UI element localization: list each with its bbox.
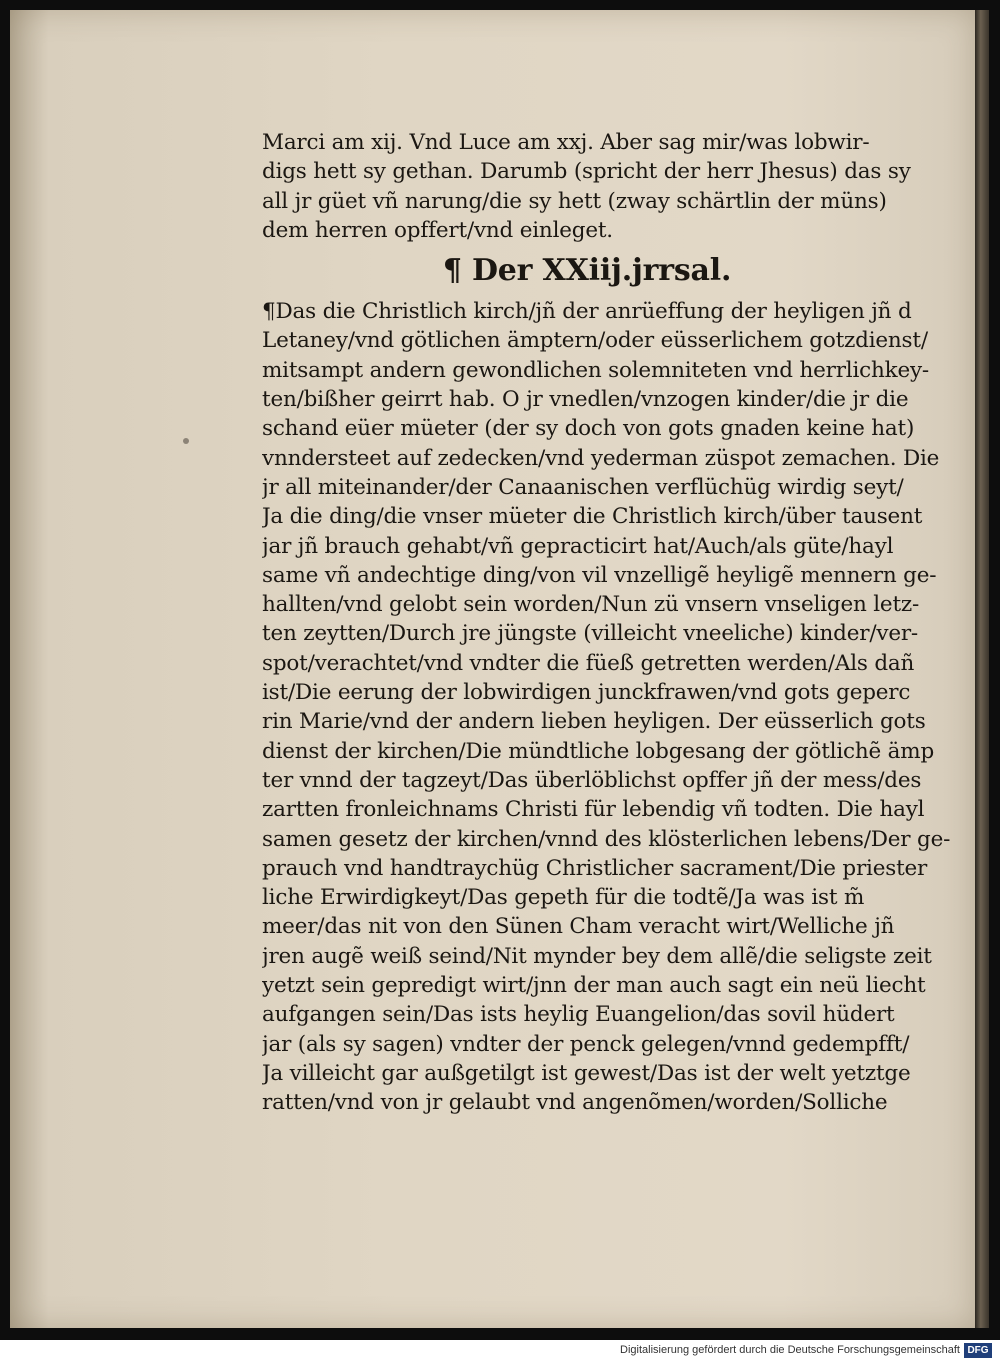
text-line: all jr güet vñ narung/die sy hett (zway schärtlin der müns) [262, 188, 887, 214]
text-line: yetzt sein gepredigt wirt/jnn der man auch sagt ein neü liecht [262, 973, 926, 999]
text-line: ter vnnd der tagzeyt/Das überlöblichst opffer jñ der mess/des [262, 767, 922, 793]
text-line: zartten fronleichnams Christi für lebendig vñ todten. Die hayl [262, 797, 925, 823]
text-line: schand eüer müeter (der sy doch von gots gnaden keine hat) [262, 416, 915, 442]
text-line: prauch vnd handtraychüg Christlicher sacrament/Die priester [262, 855, 928, 881]
chapter-heading [262, 245, 962, 297]
text-line: vnndersteet auf zedecken/vnd yederman züspot zemachen. Die [262, 445, 940, 471]
text-block [262, 128, 962, 1118]
margin-spot [183, 438, 189, 444]
text-line: Ja die ding/die vnser müeter die Christlich kirch/über tausent [262, 504, 923, 530]
text-line: dem herren opffert/vnd einleget. [262, 217, 613, 243]
footer-bar [0, 1340, 1000, 1362]
text-line [262, 297, 962, 326]
text-line: hallten/vnd gelobt sein worden/Nun zü vnsern vnseligen letz- [262, 592, 920, 618]
text-line: same vñ andechtige ding/von vil vnzelligẽ heyligẽ mennern ge- [262, 562, 937, 588]
text-line: ten/bißher geirrt hab. O jr vnedlen/vnzogen kinder/die jr die [262, 387, 909, 413]
text-line: jren augẽ weiß seind/Nit mynder bey dem allẽ/die seligste zeit [262, 943, 932, 969]
text-line: aufgangen sein/Das ists heylig Euangelion/das sovil hüdert [262, 1002, 895, 1028]
text-line: ten zeytten/Durch jre jüngste (villeicht vneeliche) kinder/ver- [262, 621, 918, 647]
dfg-logo-icon: DFG [964, 1343, 992, 1358]
chapter-heading-text: Der XXiij.jrrsal. [471, 253, 732, 289]
text-line: Marci am xij. Vnd Luce am xxj. Aber sag mir/was lobwir- [262, 130, 870, 155]
footer-credit: Digitalisierung gefördert durch die Deutsche Forschungsgemeinschaft [620, 1344, 960, 1356]
text-line: rin Marie/vnd der andern lieben heyligen. Der eüsserlich gots [262, 709, 926, 735]
pilcrow-mark: ¶ [262, 299, 276, 325]
text-line: dienst der kirchen/Die mündtliche lobgesang der götlichẽ ämp [262, 738, 935, 764]
text-line: jar jñ brauch gehabt/vñ gepracticirt hat/Auch/als güte/hayl [262, 533, 894, 559]
pilcrow-mark: ¶ [442, 253, 462, 289]
text-line: jar (als sy sagen) vndter der penck gelegen/vnnd gedempfft/ [262, 1031, 910, 1057]
text-line: meer/das nit von den Sünen Cham veracht wirt/Welliche jñ [262, 914, 895, 940]
text-line: ratten/vnd von jr gelaubt vnd angenõmen/worden/Solliche [262, 1090, 888, 1116]
text-line: Ja villeicht gar außgetilgt ist gewest/Das ist der welt yetztge [262, 1060, 911, 1086]
text-line-content: Das die Christlich kirch/jñ der anrüeffung der heyligen jñ d [275, 299, 912, 325]
text-line: Letaney/vnd götlichen ämptern/oder eüsserlichem gotzdienst/ [262, 328, 928, 354]
text-line: jr all miteinander/der Canaanischen verflüchüg wirdig seyt/ [262, 474, 904, 500]
text-line: samen gesetz der kirchen/vnnd des klösterlichen lebens/Der ge- [262, 826, 951, 852]
text-line: liche Erwirdigkeyt/Das gepeth für die todtẽ/Ja was ist m̃ [262, 885, 865, 911]
text-line: mitsampt andern gewondlichen solemniteten vnd herrlichkey- [262, 357, 929, 383]
text-line: spot/verachtet/vnd vndter die füeß getretten werden/Als dañ [262, 650, 915, 676]
text-line: digs hett sy gethan. Darumb (spricht der herr Jhesus) das sy [262, 159, 911, 185]
page-edge [975, 10, 989, 1328]
text-line: ist/Die eerung der lobwirdigen junckfrawen/vnd gots geperc [262, 680, 911, 706]
